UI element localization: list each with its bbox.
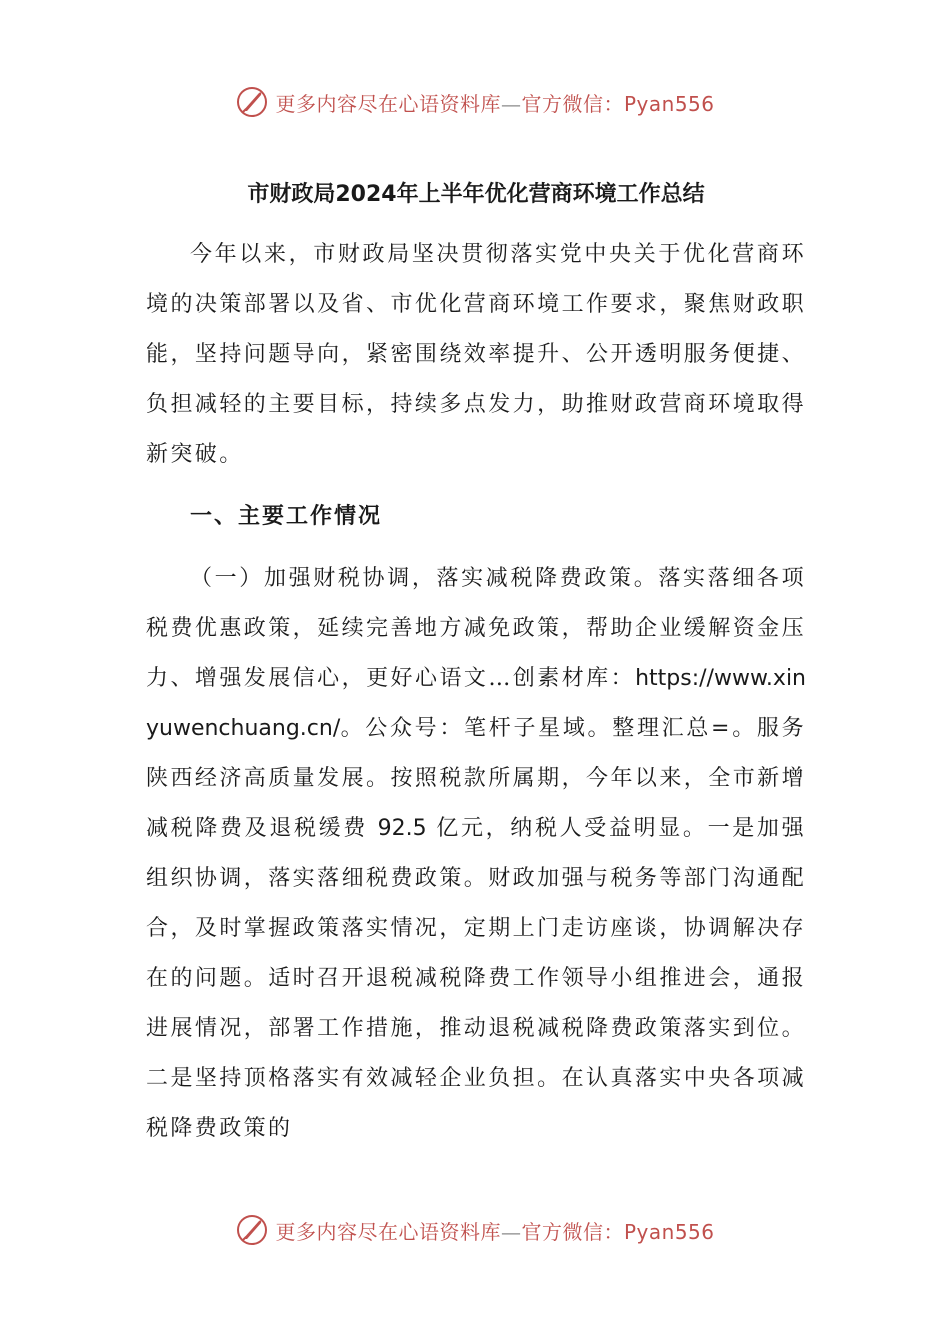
banner-text-footer xyxy=(275,1216,714,1245)
paragraph-text-part-a: （一）加强财税协调，落实减税降费政策。落实落细各项税费优惠政策，延续完善地方减免政策，帮助企业缓解资金压力、增强发展信心，更好心语文…创素材库： xyxy=(146,566,806,691)
document-body xyxy=(146,172,806,1154)
section-heading-main-work: 一、主要工作情况 xyxy=(190,504,383,529)
footer-banner xyxy=(0,1208,950,1252)
banner-main-text: 更多内容尽在心语资料库 xyxy=(275,1219,501,1244)
amount-value: 92.5 xyxy=(377,816,427,841)
paragraph-text-part-c: 亿元，纳税人受益明显。一是加强组织协调，落实落细税费政策。财政加强与税务等部门沟通配合，及时掌握政策落实情况，定期上门走访座谈，协调解决存在的问题。适时召开退税减税降费工作领导小组推进会，通报进展情况，部署工作措施，推动退税减税降费政策落实到位。二是坚持顶格落实有效减轻企业负担。在认真落实中央各项减税降费政策的 xyxy=(146,816,806,1141)
quill-logo-icon xyxy=(235,85,269,119)
banner-dash: — xyxy=(500,91,522,116)
banner-official-label: 官方微信： xyxy=(521,1219,624,1244)
banner-text xyxy=(275,88,714,117)
paragraph-tax-policy xyxy=(146,554,806,1154)
document-title: 市财政局2024年上半年优化营商环境工作总结 xyxy=(247,182,705,207)
banner-content xyxy=(235,85,714,119)
quill-logo-icon xyxy=(235,1213,269,1247)
intro-paragraph: 今年以来，市财政局坚决贯彻落实党中央关于优化营商环境的决策部署以及省、市优化营商环境工作要求，聚焦财政职能，坚持问题导向，紧密围绕效率提升、公开透明服务便捷、负担减轻的主要目标，持续多点发力，助推财政营商环境取得新突破。 xyxy=(146,242,806,467)
banner-dash: — xyxy=(500,1219,522,1244)
banner-official-label: 官方微信： xyxy=(521,91,624,116)
banner-main-text: 更多内容尽在心语资料库 xyxy=(275,91,501,116)
banner-wechat-id: Pyan556 xyxy=(623,91,715,116)
header-banner xyxy=(0,80,950,124)
paragraph-text-part-b: 。公众号：笔杆子星域。整理汇总=。服务陕西经济高质量发展。按照税款所属期，今年以来，全市新增减税降费及退税缓费 xyxy=(146,716,806,841)
banner-wechat-id: Pyan556 xyxy=(623,1219,715,1244)
banner-content-footer xyxy=(235,1213,714,1247)
source-url-link[interactable]: https://www.xinyuwenchuang.cn/ xyxy=(146,666,806,741)
